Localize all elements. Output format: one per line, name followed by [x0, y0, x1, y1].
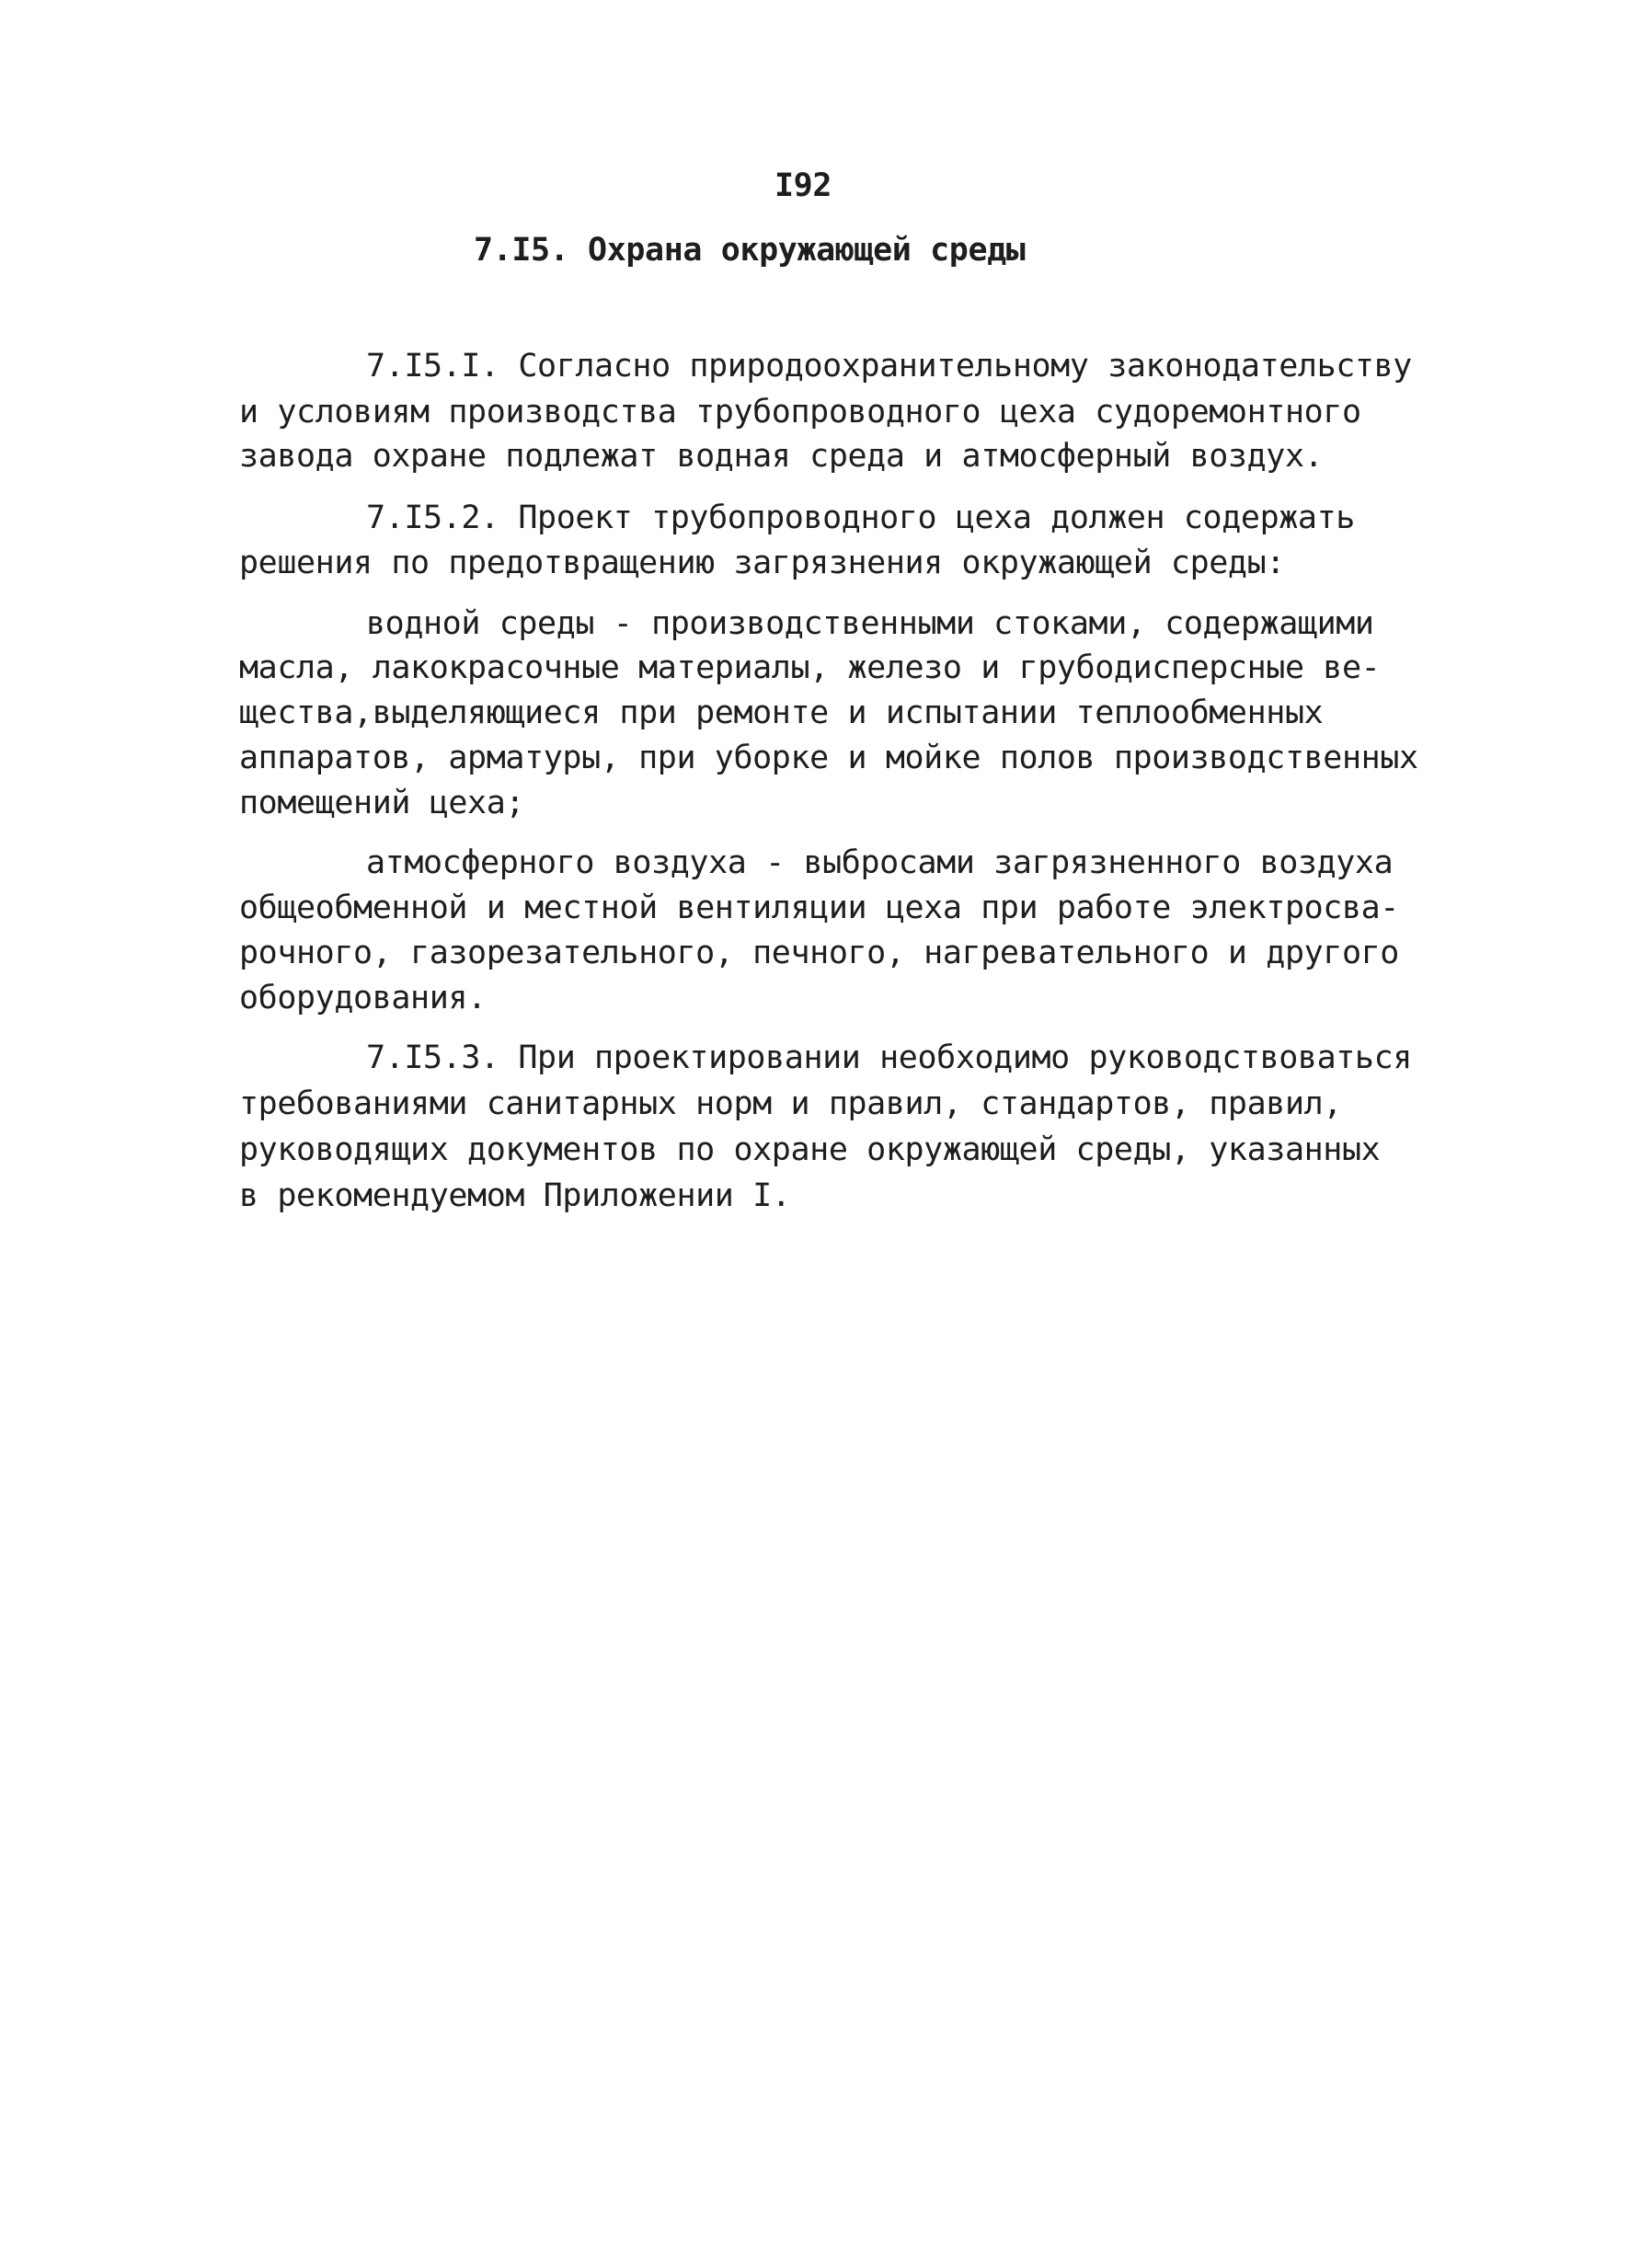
paragraph-1-line-2: и условиям производства трубопроводного цеха судоремонтного — [239, 394, 1361, 430]
paragraph-4-line-1: атмосферного воздуха - выбросами загрязненного воздуха — [366, 844, 1394, 881]
section-title: 7.I5. Охрана окружающей среды — [474, 232, 1026, 269]
paragraph-3-line-4: аппаратов, арматуры, при уборке и мойке полов производственных — [239, 740, 1418, 776]
paragraph-5-line-4: в рекомендуемом Приложении I. — [239, 1177, 791, 1214]
paragraph-4-line-2: общеобменной и местной вентиляции цеха при работе электросва- — [239, 889, 1399, 926]
paragraph-2-line-2: решения по предотвращению загрязнения окружающей среды: — [239, 545, 1285, 581]
paragraph-2-line-1: 7.I5.2. Проект трубопроводного цеха должен содержать — [366, 499, 1355, 536]
paragraph-4-line-4: оборудования. — [239, 980, 487, 1016]
paragraph-4-line-3: рочного, газорезательного, печного, нагревательного и другого — [239, 935, 1399, 971]
page-number: I92 — [774, 167, 832, 204]
paragraph-3-line-5: помещений цеха; — [239, 785, 525, 821]
paragraph-3-line-1: водной среды - производственными стоками, содержащими — [366, 605, 1374, 642]
paragraph-3-line-2: масла, лакокрасочные материалы, железо и грубодисперсные ве- — [239, 649, 1381, 686]
paragraph-3-line-3: щества,выделяющиеся при ремонте и испытании теплообменных — [239, 694, 1324, 731]
paragraph-1-line-3: завода охране подлежат водная среда и атмосферный воздух. — [239, 438, 1324, 475]
paragraph-5-line-1: 7.I5.3. При проектировании необходимо руководствоваться — [366, 1039, 1412, 1076]
paragraph-5-line-2: требованиями санитарных норм и правил, стандартов, правил, — [239, 1085, 1342, 1122]
paragraph-1-line-1: 7.I5.I. Согласно природоохранительному законодательству — [366, 348, 1412, 384]
paragraph-5-line-3: руководящих документов по охране окружающей среды, указанных — [239, 1131, 1381, 1168]
